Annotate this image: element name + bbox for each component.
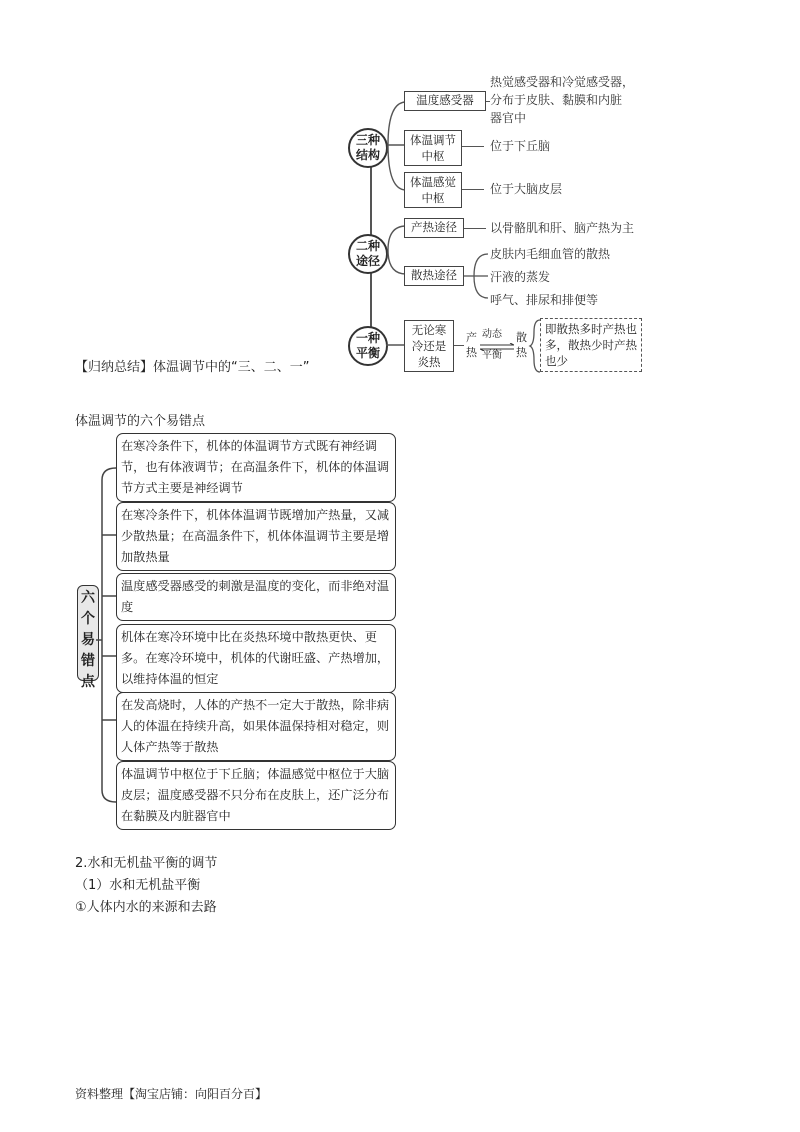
summary-caption: 【归纳总结】体温调节中的“三、二、一” [75,360,310,375]
errors-side-label-text: 六个易错点 [81,590,95,690]
page-footer-source: 资料整理【淘宝店铺：向阳百分百】 [75,1087,268,1101]
condition-label: 无论寒冷还是炎热 [411,323,447,369]
errors-title: 体温调节的六个易错点 [75,414,206,429]
heat-production-box [404,218,464,238]
errors-bracket [96,440,118,830]
heat-dissipation-label: 散热途径 [411,268,457,282]
error-card-5: 在发高烧时，人体的产热不一定大于散热，除非病人的体温在持续升高，如果体温保持相对稳定，则人体产热等于散热 [116,692,396,761]
heat-dissipation-box [404,266,464,286]
sensation-center-box [404,172,462,208]
error-card-4: 机体在寒冷环境中比在炎热环境中散热更快、更多。在寒冷环境中，机体的代谢旺盛、产热增加，以维持体温的恒定 [116,624,396,693]
temp-receptor-box [404,91,486,111]
one-balance-label: 一种平衡 [355,331,380,360]
sensation-center-label: 体温感觉中枢 [410,175,456,205]
section-heading-water-salt: 2.水和无机盐平衡的调节 [75,856,218,871]
subheading-water-source: ①人体内水的来源和去路 [75,900,217,915]
result-label: 即散热多时产热也多，散热少时产热也少 [545,322,637,368]
dissipation-desc-2: 汗液的蒸发 [490,270,551,284]
balance-top: 动态 [482,329,502,340]
two-pathways-label: 二种途径 [355,239,380,268]
balance-left: 产热 [466,331,477,359]
error-card-3: 温度感受器感受的刺激是温度的变化，而非绝对温度 [116,573,396,621]
dissipation-desc-1: 皮肤内毛细血管的散热 [490,247,611,261]
temp-receptor-desc: 热觉感受器和冷觉感受器， 分布于皮肤、黏膜和内脏 器官中 [490,75,635,125]
error-card-6: 体温调节中枢位于下丘脑；体温感觉中枢位于大脑皮层；温度感受器不只分布在皮肤上，还广泛分布在黏膜及内脏器官中 [116,761,396,830]
balance-right: 散热 [516,331,527,359]
regulation-center-desc: 位于下丘脑 [490,139,551,153]
one-connector [386,340,406,350]
heat-production-label: 产热途径 [411,220,457,234]
subheading-water-salt-balance: （1）水和无机盐平衡 [75,878,201,893]
one-balance-node [348,326,388,366]
error-card-1: 在寒冷条件下，机体的体温调节方式既有神经调节，也有体液调节；在高温条件下，机体的体温调节方式主要是神经调节 [116,433,396,502]
balance-equation [466,330,530,364]
dissipation-connectors [464,248,492,306]
regulation-center-box [404,130,462,166]
condition-box [404,320,454,372]
result-box [540,318,642,372]
three-structures-label: 三种结构 [355,133,380,162]
temp-receptor-label: 温度感受器 [416,93,474,107]
error-card-2: 在寒冷条件下，机体体温调节既增加产热量，又减少散热量；在高温条件下，机体体温调节主要是增加散热量 [116,502,396,571]
dissipation-desc-3: 呼气、排尿和排便等 [490,293,599,307]
balance-bottom: 平衡 [482,350,502,361]
regulation-center-label: 体温调节中枢 [410,133,456,163]
heat-production-desc: 以骨骼肌和肝、脑产热为主 [490,221,635,235]
sensation-center-desc: 位于大脑皮层 [490,182,563,196]
